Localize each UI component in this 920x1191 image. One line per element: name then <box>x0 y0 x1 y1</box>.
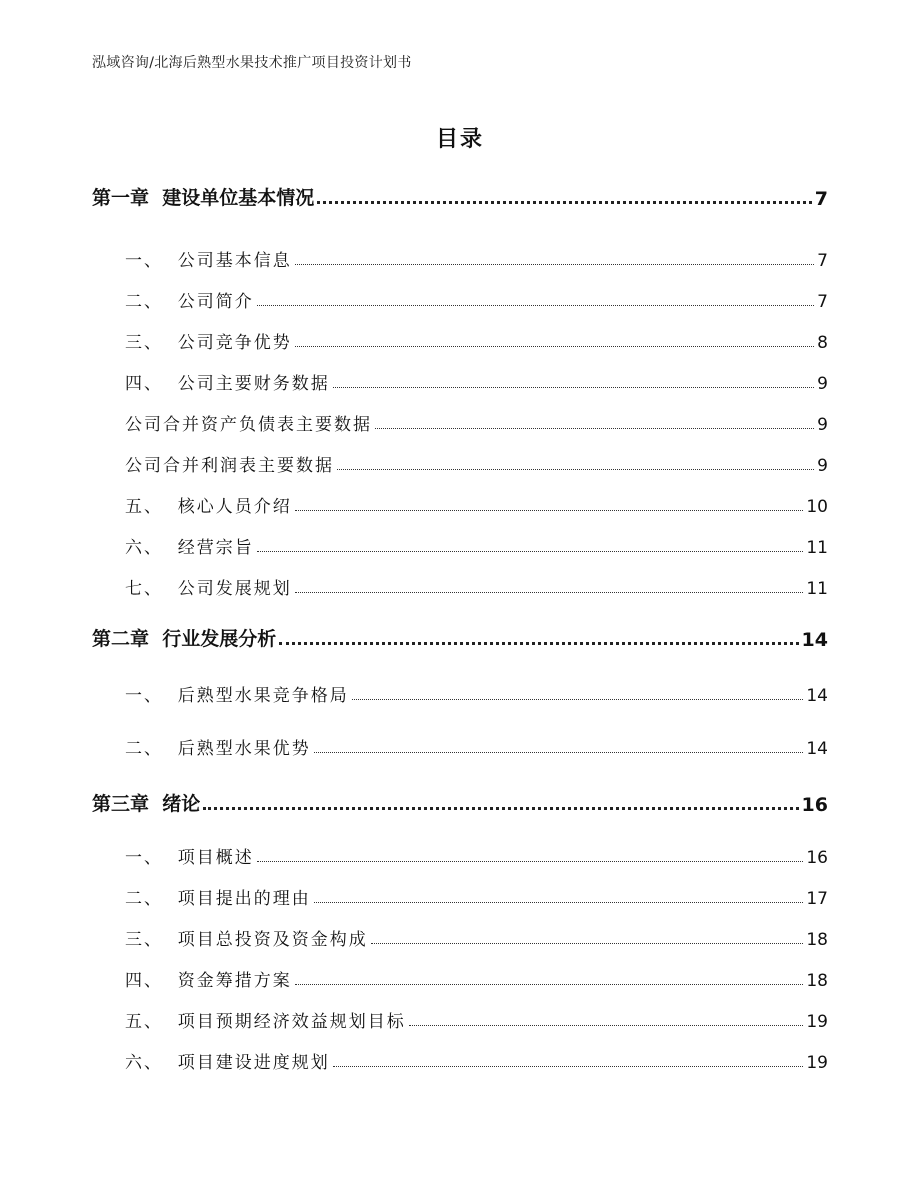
toc-dot-leader <box>203 807 798 810</box>
toc-page-number: 14 <box>806 686 828 706</box>
toc-entry-label: 四、 公司主要财务数据 <box>125 374 330 394</box>
toc-dot-leader <box>257 861 804 862</box>
toc-entry-label: 第一章 建设单位基本情况 <box>92 187 315 209</box>
toc-entry-section[interactable] <box>125 733 828 759</box>
toc-dot-leader <box>352 699 804 700</box>
toc-entry-label: 三、 项目总投资及资金构成 <box>125 930 368 950</box>
toc-entry-section[interactable] <box>125 1006 828 1032</box>
toc-dot-leader <box>337 469 814 470</box>
toc-page-number: 16 <box>806 848 828 868</box>
running-header: 泓域咨询/北海后熟型水果技术推广项目投资计划书 <box>92 55 412 71</box>
page-title: 目录 <box>435 127 484 152</box>
toc-dot-leader <box>317 201 812 204</box>
toc-page-number: 9 <box>817 374 828 394</box>
toc-entry-section[interactable] <box>125 573 828 599</box>
toc-entry-section[interactable] <box>125 532 828 558</box>
toc-dot-leader <box>279 642 798 645</box>
toc-page-number: 19 <box>806 1053 828 1073</box>
toc-dot-leader <box>375 428 814 429</box>
toc-entry-label: 二、 后熟型水果优势 <box>125 739 311 759</box>
toc-entry-label: 公司合并资产负债表主要数据 <box>125 415 372 435</box>
toc-dot-leader <box>409 1025 804 1026</box>
toc-entry-section[interactable] <box>125 245 828 271</box>
toc-entry-label: 一、 后熟型水果竞争格局 <box>125 686 349 706</box>
toc-entry-label: 第三章 绪论 <box>92 793 201 815</box>
toc-dot-leader <box>295 510 804 511</box>
toc-page-number: 7 <box>817 292 828 312</box>
toc-entry-section[interactable] <box>125 1047 828 1073</box>
toc-entry-label: 三、 公司竞争优势 <box>125 333 292 353</box>
toc-page-number: 19 <box>806 1012 828 1032</box>
toc-dot-leader <box>333 1066 804 1067</box>
toc-entry-label: 七、 公司发展规划 <box>125 579 292 599</box>
toc-entry-label: 四、 资金筹措方案 <box>125 971 292 991</box>
toc-entry-label: 一、 公司基本信息 <box>125 251 292 271</box>
toc-dot-leader <box>295 592 804 593</box>
toc-page-number: 17 <box>806 889 828 909</box>
toc-dot-leader <box>257 551 804 552</box>
toc-page-number: 14 <box>806 739 828 759</box>
toc-page-number: 7 <box>817 251 828 271</box>
toc-page-number: 7 <box>814 188 828 210</box>
toc-page-number: 9 <box>817 415 828 435</box>
toc-entry-section[interactable] <box>125 965 828 991</box>
toc-page-number: 9 <box>817 456 828 476</box>
toc-dot-leader <box>295 984 804 985</box>
toc-entry-chapter[interactable] <box>92 184 828 210</box>
toc-entry-label: 第二章 行业发展分析 <box>92 628 277 650</box>
toc-page-number: 18 <box>806 971 828 991</box>
toc-entry-label: 二、 公司简介 <box>125 292 254 312</box>
toc-entry-subsection[interactable] <box>125 450 828 476</box>
toc-entry-section[interactable] <box>125 883 828 909</box>
toc-page-number: 10 <box>806 497 828 517</box>
toc-entry-label: 五、 项目预期经济效益规划目标 <box>125 1012 406 1032</box>
toc-entry-label: 五、 核心人员介绍 <box>125 497 292 517</box>
toc-entry-section[interactable] <box>125 924 828 950</box>
toc-page-number: 16 <box>801 794 828 816</box>
toc-page-number: 11 <box>806 538 828 558</box>
toc-entry-section[interactable] <box>125 680 828 706</box>
toc-entry-label: 二、 项目提出的理由 <box>125 889 311 909</box>
toc-dot-leader <box>295 346 814 347</box>
toc-entry-section[interactable] <box>125 491 828 517</box>
toc-dot-leader <box>314 752 804 753</box>
toc-entry-label: 公司合并利润表主要数据 <box>125 456 334 476</box>
toc-dot-leader <box>333 387 814 388</box>
toc-entry-section[interactable] <box>125 327 828 353</box>
toc-entry-label: 六、 经营宗旨 <box>125 538 254 558</box>
toc-entry-chapter[interactable] <box>92 790 828 816</box>
toc-dot-leader <box>295 264 814 265</box>
toc-entry-section[interactable] <box>125 368 828 394</box>
toc-entry-subsection[interactable] <box>125 409 828 435</box>
toc-dot-leader <box>371 943 804 944</box>
toc-entry-chapter[interactable] <box>92 625 828 651</box>
toc-page-number: 8 <box>817 333 828 353</box>
toc-entry-section[interactable] <box>125 286 828 312</box>
toc-dot-leader <box>257 305 814 306</box>
toc-page-number: 18 <box>806 930 828 950</box>
toc-page-number: 11 <box>806 579 828 599</box>
toc-entry-label: 一、 项目概述 <box>125 848 254 868</box>
toc-entry-label: 六、 项目建设进度规划 <box>125 1053 330 1073</box>
toc-entry-section[interactable] <box>125 842 828 868</box>
toc-dot-leader <box>314 902 804 903</box>
toc-page-number: 14 <box>801 629 828 651</box>
